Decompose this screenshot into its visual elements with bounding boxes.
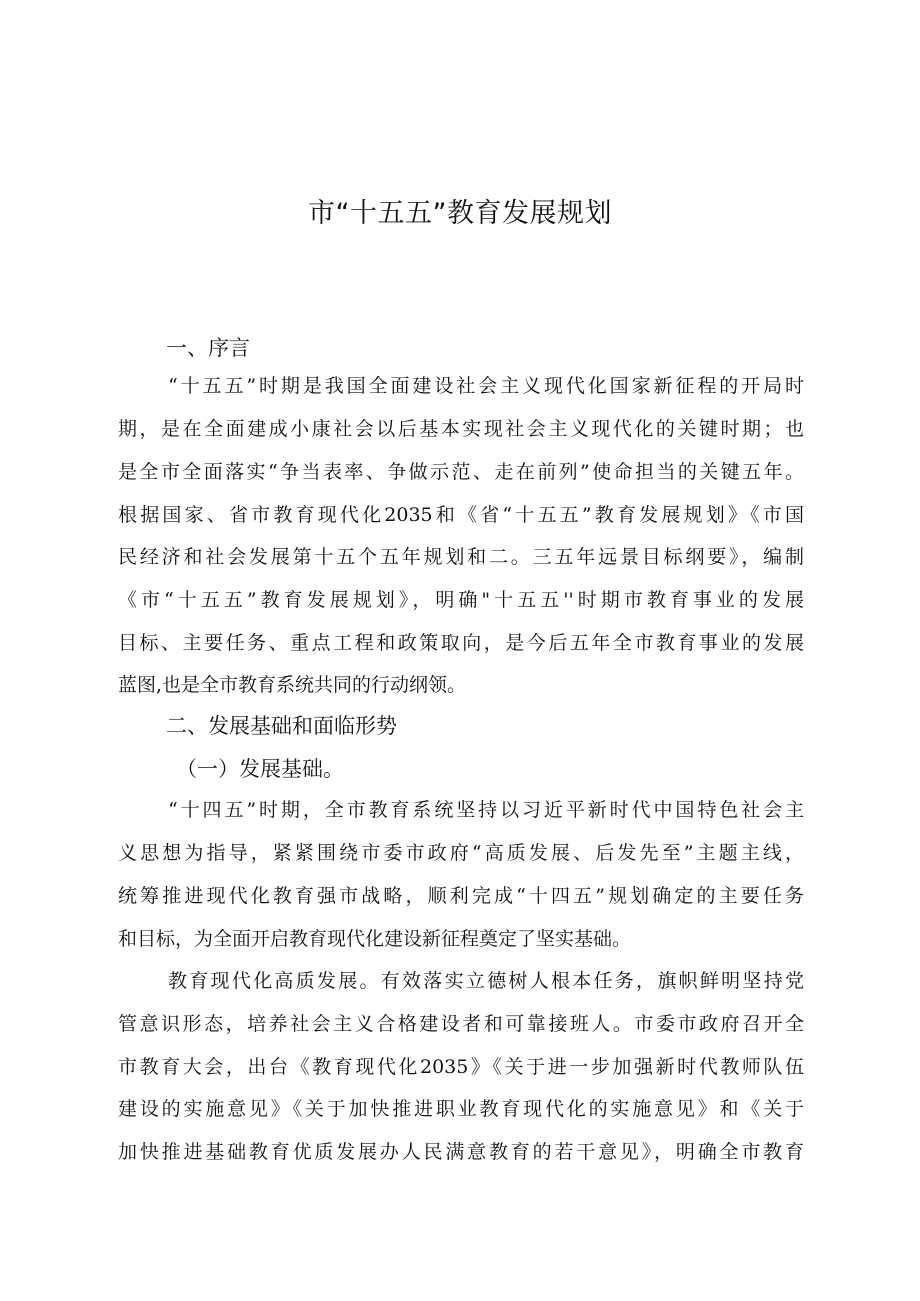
paragraph-line: 蓝图,也是全市教育系统共同的行动纲领。 [118, 674, 467, 696]
paragraph-line: 根据国家、省市教育现代化2035和《省“十五五”教育发展规划》《市国 [118, 504, 804, 526]
paragraph-line: “十五五”时期是我国全面建设社会主义现代化国家新征程的开局时 [168, 375, 804, 397]
paragraph-line: 市教育大会，出台《教育现代化2035》《关于进一步加强新时代教师队伍 [118, 1056, 804, 1078]
paragraph-line: 建设的实施意见》《关于加快推进职业教育现代化的实施意见》和《关于 [118, 1098, 804, 1120]
paragraph-line: 是全市全面落实“争当表率、争做示范、走在前列”使命担当的关键五年。 [118, 461, 804, 483]
paragraph-line: 《市“十五五”教育发展规划》，明确"十五五''时期市教育事业的发展 [118, 589, 804, 611]
paragraph-line: 目标、主要任务、重点工程和政策取向，是今后五年全市教育事业的发展 [118, 632, 804, 654]
section-heading-foundation: 二、发展基础和面临形势 [166, 714, 397, 738]
paragraph-line: 和目标，为全面开启教育现代化建设新征程奠定了坚实基础。 [118, 928, 632, 950]
section-heading-preface: 一、序言 [166, 336, 250, 360]
paragraph-line: 民经济和社会发展第十五个五年规划和二。三五年远景目标纲要》，编制 [118, 546, 804, 568]
paragraph-line: “十四五”时期，全市教育系统坚持以习近平新时代中国特色社会主 [168, 799, 804, 821]
paragraph-line: 加快推进基础教育优质发展办人民满意教育的若干意见》，明确全市教育 [118, 1141, 804, 1163]
paragraph-line: 义思想为指导，紧紧围绕市委市政府“高质发展、后发先至”主题主线， [118, 842, 804, 864]
paragraph-line: 期，是在全面建成小康社会以后基本实现社会主义现代化的关键时期；也 [118, 418, 804, 440]
subsection-heading-basis: （一）发展基础。 [176, 757, 344, 781]
document-title: 市“十五五”教育发展规划 [308, 198, 612, 229]
paragraph-line: 管意识形态，培养社会主义合格建设者和可靠接班人。市委市政府召开全 [118, 1013, 804, 1035]
paragraph-line: 教育现代化高质发展。有效落实立德树人根本任务，旗帜鲜明坚持党 [168, 970, 804, 992]
paragraph-line: 统筹推进现代化教育强市战略，顺利完成“十四五”规划确定的主要任务 [118, 885, 804, 907]
